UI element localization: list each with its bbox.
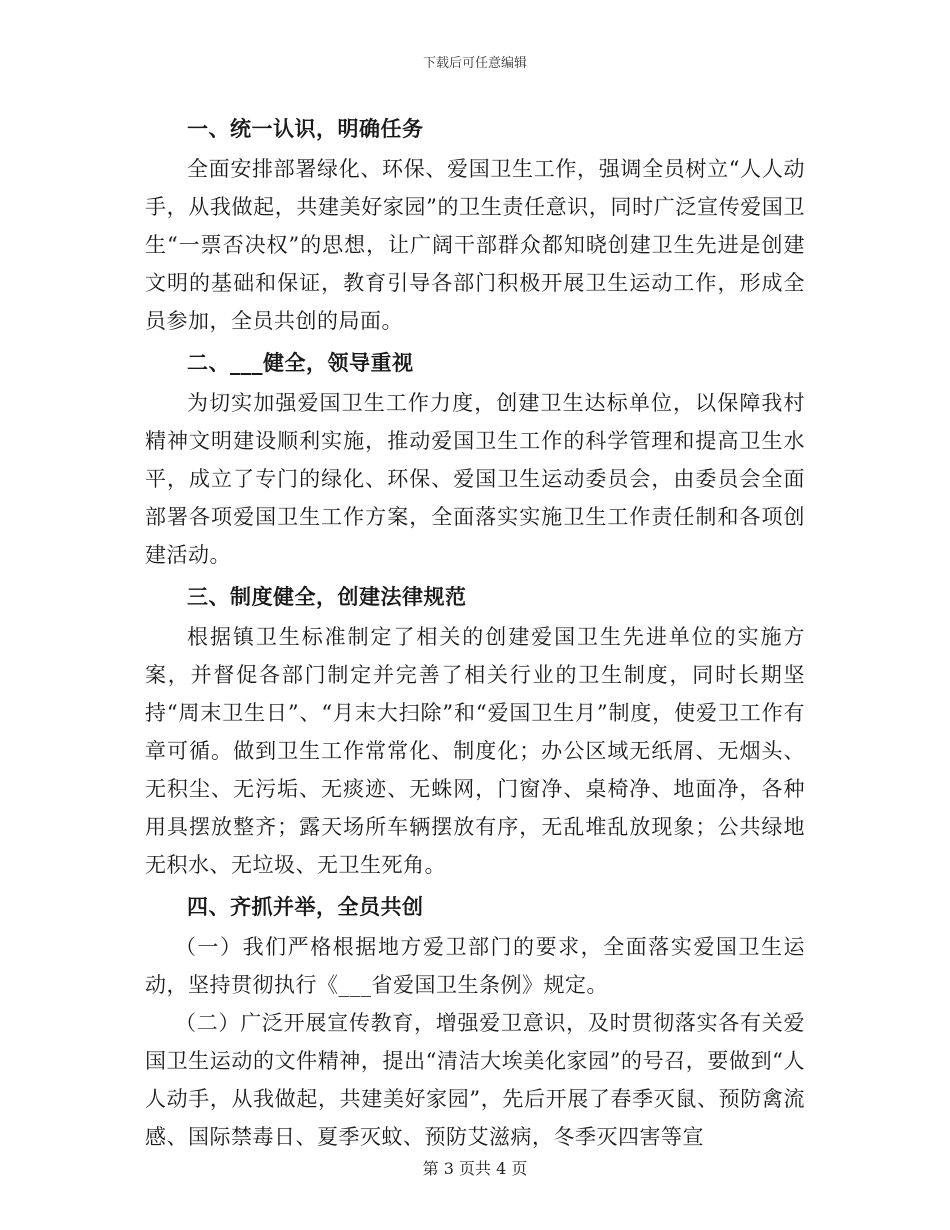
section-4-item-1: （一）我们严格根据地方爱卫部门的要求，全面落实爱国卫生运动，坚持贯彻执行《___省爱国卫生条例》规定。: [145, 935, 805, 997]
section-body-3: 根据镇卫生标准制定了相关的创建爱国卫生先进单位的实施方案，并督促各部门制定并完善了相关行业的卫生制度，同时长期坚持“周末卫生日”、“月末大扫除”和“爱国卫生月”制度，使爱卫工作有章可循。做到卫生工作常常化、制度化；办公区域无纸屑、无烟头、无积尘、无污垢、无痰迹、无蛛网，门窗净、桌椅净、地面净，各种用具摆放整齐；露天场所车辆摆放有序，无乱堆乱放现象；公共绿地无积水、无垃圾、无卫生死角。: [145, 625, 805, 877]
page-footer: 第 3 页共 4 页: [422, 1159, 528, 1178]
page-header: 下载后可任意编辑: [422, 56, 527, 71]
section-heading-4: 四、齐抓并举，全员共创: [187, 894, 424, 919]
section-heading-3: 三、制度健全，创建法律规范: [187, 584, 467, 609]
section-body-2: 为切实加强爱国卫生工作力度，创建卫生达标单位，以保障我村精神文明建设顺利实施，推动爱国卫生工作的科学管理和提高卫生水平，成立了专门的绿化、环保、爱国卫生运动委员会，由委员会全面部署各项爱国卫生工作方案，全面落实实施卫生工作责任制和各项创建活动。: [145, 391, 805, 567]
document-body: [145, 106, 805, 1156]
section-heading-1: 一、统一认识，明确任务: [187, 116, 424, 141]
section-4-item-2: （二）广泛开展宣传教育，增强爱卫意识，及时贯彻落实各有关爱国卫生运动的文件精神，提出“清洁大埃美化家园”的号召，要做到“人人动手，从我做起，共建美好家园”，先后开展了春季灭鼠、预防禽流感、国际禁毒日、夏季灭蚊、预防艾滋病，冬季灭四害等宣: [145, 1011, 805, 1149]
section-body-1: 全面安排部署绿化、环保、爱国卫生工作，强调全员树立“人人动手，从我做起，共建美好家园”的卫生责任意识，同时广泛宣传爱国卫生“一票否决权”的思想，让广阔干部群众都知晓创建卫生先进是创建文明的基础和保证，教育引导各部门积极开展卫生运动工作，形成全员参加，全员共创的局面。: [145, 157, 805, 333]
section-heading-2: 二、___健全，领导重视: [187, 350, 414, 375]
